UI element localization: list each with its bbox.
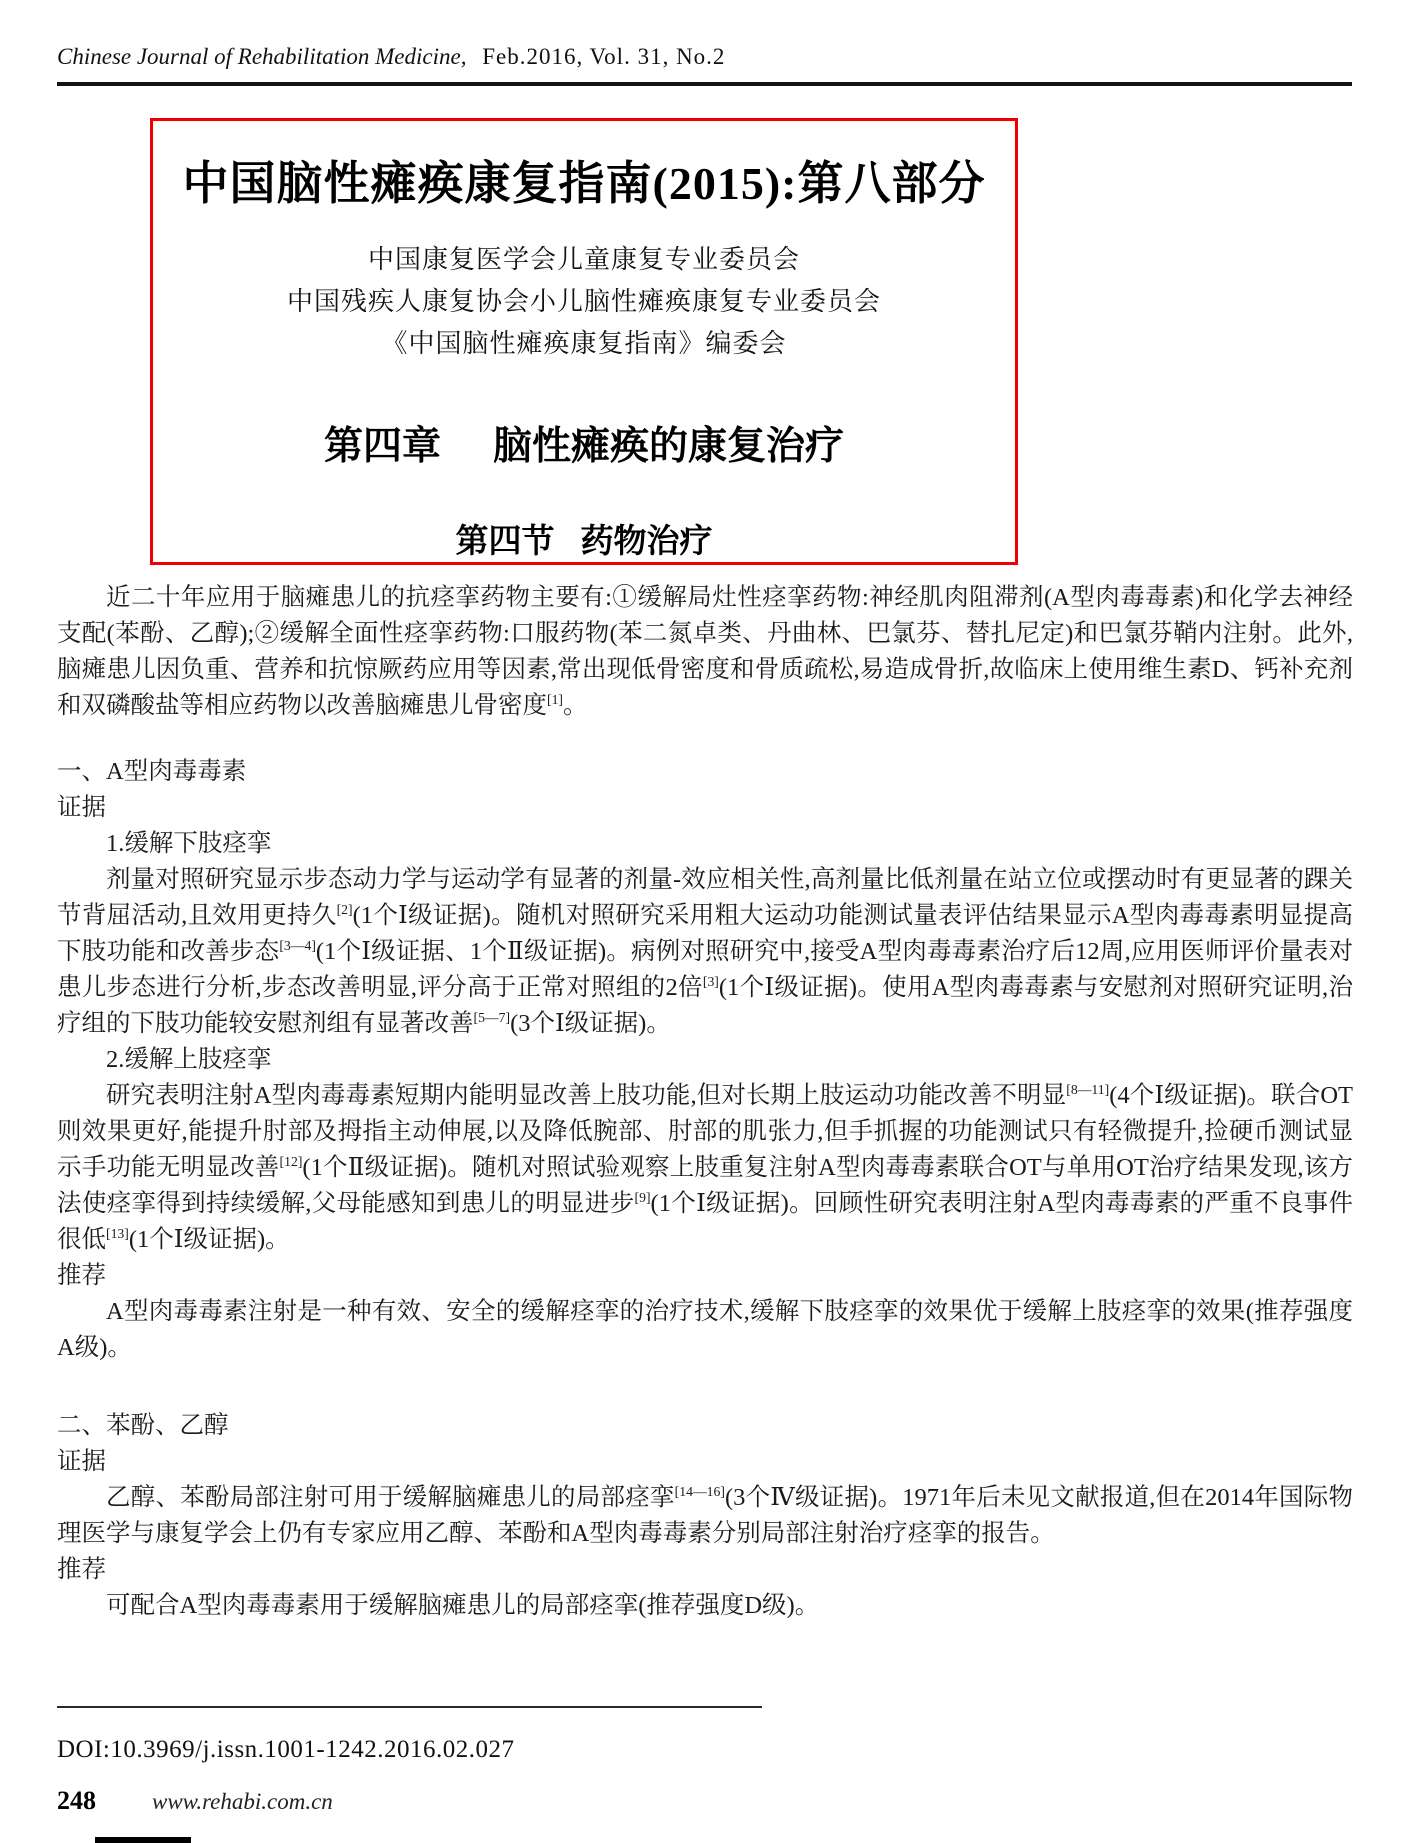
section2-paragraph-evidence: 乙醇、苯酚局部注射可用于缓解脑瘫患儿的局部痉挛[14—16](3个Ⅳ级证据)。1971年后未见文献报道,但在2014年国际物理医学与康复学会上仍有专家应用乙醇、苯酚和A型肉毒毒素分别局部注射治疗痉挛的报告。 — [57, 1483, 1353, 1547]
chapter-label: 第四章 — [323, 425, 441, 468]
doi-text: DOI:10.3969/j.issn.1001-1242.2016.02.027 — [57, 1736, 515, 1763]
journal-issue-info: Feb.2016, Vol. 31, No.2 — [482, 44, 726, 69]
header-rule — [57, 82, 1352, 86]
committee-line: 中国康复医学会儿童康复专业委员会 — [367, 245, 800, 274]
footer-line — [57, 1786, 333, 1816]
footnote-rule — [57, 1706, 762, 1708]
section1-recommendation: A型肉毒毒素注射是一种有效、安全的缓解痉挛的治疗技术,缓解下肢痉挛的效果优于缓解上肢痉挛的效果(推荐强度A级)。 — [57, 1298, 1353, 1361]
section1-recommend-label: 推荐 — [57, 1262, 106, 1289]
section1-heading: 一、A型肉毒毒素 — [57, 758, 247, 785]
chapter-title: 脑性瘫痪的康复治疗 — [493, 425, 845, 468]
journal-name: Chinese Journal of Rehabilitation Medicine, — [57, 44, 467, 69]
section2-recommend-label: 推荐 — [57, 1556, 106, 1583]
bottom-edge-rule — [95, 1837, 191, 1843]
chapter-heading — [153, 415, 1015, 471]
page-number: 248 — [57, 1786, 96, 1815]
section1-paragraph-lower-limb: 剂量对照研究显示步态动力学与运动学有显著的剂量-效应相关性,高剂量比低剂量在站立位或摆动时有更显著的踝关节背屈活动,且效用更持久[2](1个Ⅰ级证据)。随机对照研究采用粗大运动功能测试量表评估结果显示A型肉毒毒素明显提高下肢功能和改善步态[3—4](1个Ⅰ级证据、1个Ⅱ级证据)。病例对照研究中,接受A型肉毒毒素治疗后12周,应用医师评价量表对患儿步态进行分析,步态改善明显,评分高于正常对照组的2倍[3](1个Ⅰ级证据)。使用A型肉毒毒素与安慰剂对照研究证明,治疗组的下肢功能较安慰剂组有显著改善[5—7](3个Ⅰ级证据)。 — [57, 866, 1354, 1037]
section2-evidence-label: 证据 — [57, 1448, 106, 1475]
section1-paragraph-upper-limb: 研究表明注射A型肉毒毒素短期内能明显改善上肢功能,但对长期上肢运动功能改善不明显[8—11](4个Ⅰ级证据)。联合OT则效果更好,能提升肘部及拇指主动伸展,以及降低腕部、肘部的肌张力,但手抓握的功能测试只有轻微提升,捡硬币测试显示手功能无明显改善[12](1个Ⅱ级证据)。随机对照试验观察上肢重复注射A型肉毒毒素联合OT与单用OT治疗结果发现,该方法使痉挛得到持续缓解,父母能感知到患儿的明显进步[9](1个Ⅰ级证据)。回顾性研究表明注射A型肉毒毒素的严重不良事件很低[13](1个Ⅰ级证据)。 — [57, 1081, 1354, 1253]
journal-header — [57, 44, 1352, 70]
section-heading — [153, 515, 1015, 562]
title-box — [150, 118, 1018, 565]
section2-heading: 二、苯酚、乙醇 — [57, 1412, 229, 1439]
section-label: 第四节 — [455, 524, 555, 560]
committee-line: 《中国脑性瘫痪康复指南》编委会 — [381, 329, 787, 358]
article-body — [57, 580, 1353, 1624]
intro-paragraph: 近二十年应用于脑瘫患儿的抗痉挛药物主要有:①缓解局灶性痉挛药物:神经肌肉阻滞剂(A型肉毒毒素)和化学去神经支配(苯酚、乙醇);②缓解全面性痉挛药物:口服药物(苯二氮卓类、丹曲林、巴氯芬、替扎尼定)和巴氯芬鞘内注射。此外,脑瘫患儿因负重、营养和抗惊厥药应用等因素,常出现低骨密度和骨质疏松,易造成骨折,故临床上使用维生素D、钙补充剂和双磷酸盐等相应药物以改善脑瘫患儿骨密度[1]。 — [57, 584, 1353, 719]
committee-line: 中国残疾人康复协会小儿脑性瘫痪康复专业委员会 — [286, 287, 881, 316]
section2-recommendation: 可配合A型肉毒毒素用于缓解脑瘫患儿的局部痉挛(推荐强度D级)。 — [106, 1592, 820, 1619]
journal-website: www.rehabi.com.cn — [152, 1789, 333, 1814]
committee-list — [153, 239, 1015, 365]
guideline-main-title: 中国脑性瘫痪康复指南(2015):第八部分 — [182, 158, 986, 209]
section1-sub1-heading: 1.缓解下肢痉挛 — [106, 830, 272, 857]
section1-sub2-heading: 2.缓解上肢痉挛 — [106, 1046, 272, 1073]
section1-evidence-label: 证据 — [57, 794, 106, 821]
section-title: 药物治疗 — [580, 524, 713, 560]
